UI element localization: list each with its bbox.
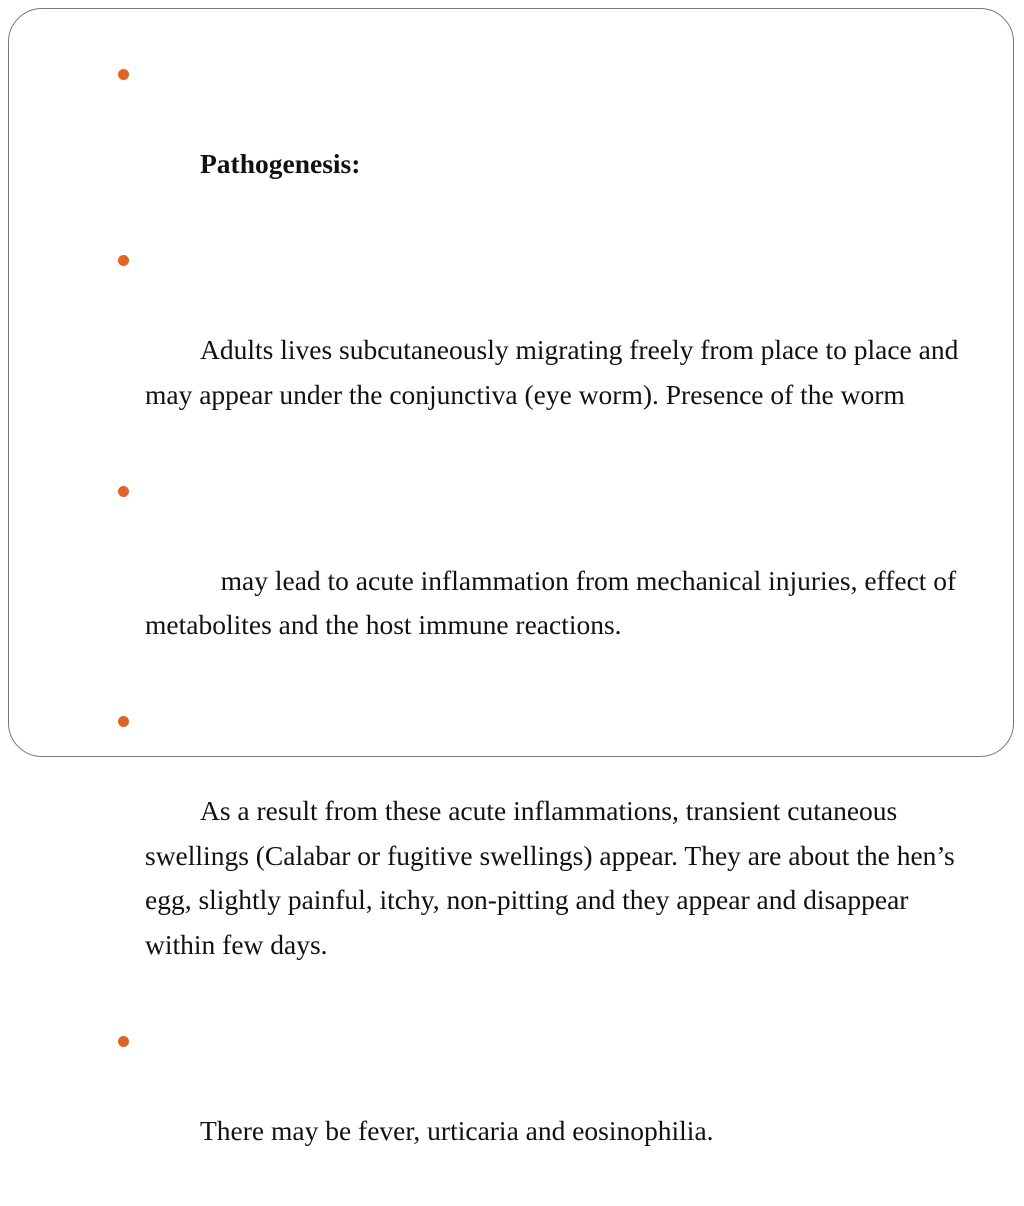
slide-frame <box>8 8 1014 1146</box>
bullet-list <box>118 53 984 1198</box>
slide-content <box>118 53 984 1206</box>
bullet-dot-icon <box>118 486 129 497</box>
bullet-item-swellings <box>118 700 968 1012</box>
bullet-dot-icon <box>118 716 129 727</box>
bullet-item-fever <box>118 1020 968 1198</box>
bullet-item-pathogenesis <box>118 53 968 231</box>
bullet-dot-icon <box>118 69 129 80</box>
bullet-item-adults <box>118 239 968 462</box>
bullet-item-inflammation <box>118 470 984 693</box>
bullet-dot-icon <box>118 1036 129 1047</box>
bullet-dot-icon <box>118 255 129 266</box>
bullet-text: Adults lives subcutaneously migrating freely from place to place and may appear under the conjunctiva (eye worm). Presence of the worm <box>145 334 966 410</box>
bullet-text: As a result from these acute inflammations, transient cutaneous swellings (Calabar or fugitive swellings) appear. They are about the hen’s egg, slightly painful, itchy, non-pitting and they appear and disappear within few days. <box>145 795 962 960</box>
bullet-heading: Pathogenesis: <box>200 148 361 179</box>
bullet-text: may lead to acute inflammation from mechanical injuries, effect of metabolites and the host immune reactions. <box>145 564 984 640</box>
bullet-text: There may be fever, urticaria and eosinophilia. <box>200 1114 714 1146</box>
